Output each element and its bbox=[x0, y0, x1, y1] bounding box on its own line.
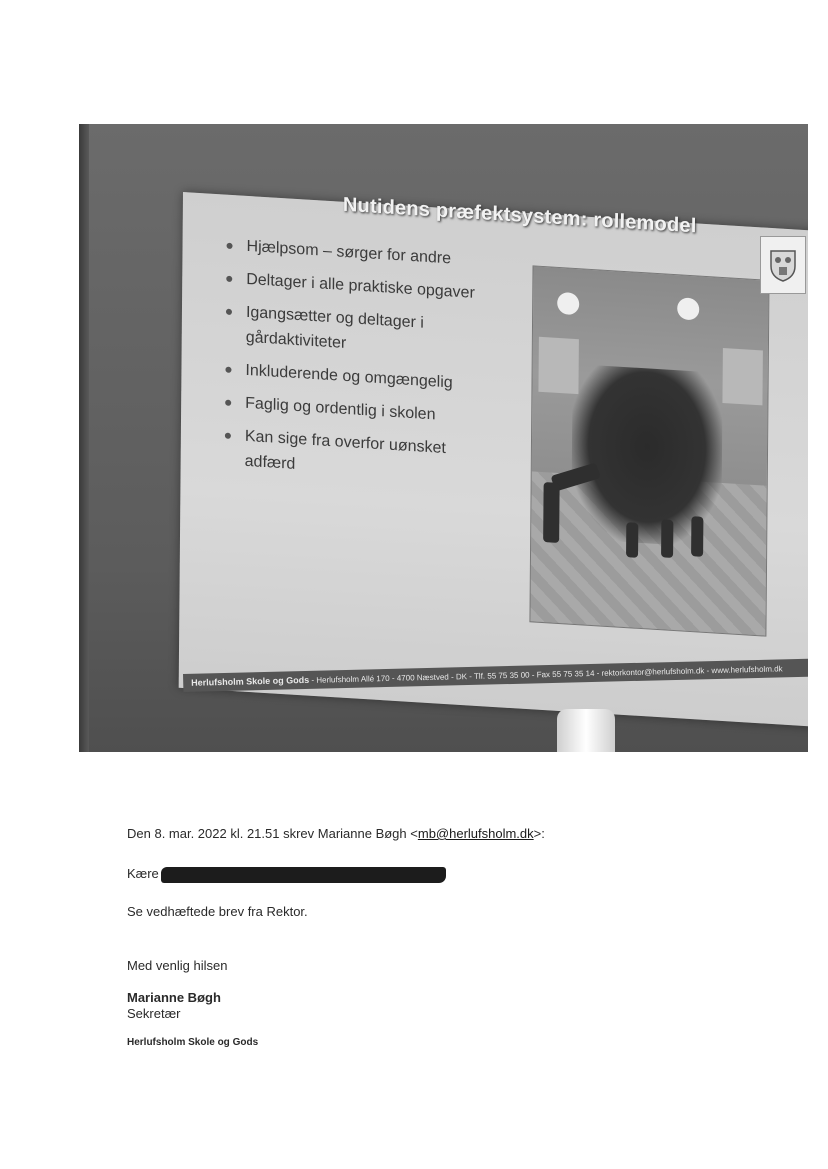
figure-leg bbox=[661, 519, 673, 558]
school-logo bbox=[760, 236, 806, 294]
presentation-slide bbox=[179, 192, 808, 727]
slide-bullet: Inkluderende og omgængelig bbox=[223, 356, 483, 397]
slide-photo bbox=[79, 124, 808, 752]
window bbox=[722, 348, 762, 405]
slide-bullet: Igangsætter og deltager i gårdaktiviteter bbox=[224, 299, 484, 365]
slide-bullet: Deltager i alle praktiske opgaver bbox=[224, 266, 484, 307]
ceiling-lamp bbox=[677, 297, 699, 320]
slide-bullet: Hjælpsom – sørger for andre bbox=[224, 233, 484, 274]
figure-leg bbox=[626, 522, 638, 558]
figure-leg bbox=[691, 516, 703, 557]
signature-name: Marianne Bøgh bbox=[127, 990, 221, 1005]
bullet-icon bbox=[225, 433, 231, 439]
email-reply-header: Den 8. mar. 2022 kl. 21.51 skrev Marianne Bøgh <mb@herlufsholm.dk>: bbox=[127, 826, 545, 841]
bullet-icon bbox=[227, 243, 233, 249]
slide-title: Nutidens præfektsystem: rollemodel bbox=[342, 193, 697, 238]
slide-bullet-list bbox=[223, 233, 485, 497]
bullet-icon bbox=[226, 309, 232, 315]
sender-email-link[interactable]: mb@herlufsholm.dk bbox=[417, 826, 534, 841]
bullet-icon bbox=[225, 367, 231, 373]
crest-icon bbox=[768, 248, 798, 282]
email-closing: Med venlig hilsen bbox=[127, 958, 228, 973]
email-message: Se vedhæftede brev fra Rektor. bbox=[127, 904, 308, 919]
slide-bullet: Kan sige fra overfor uønsket adfærd bbox=[223, 422, 483, 488]
slide-footer: Herlufsholm Skole og Gods - Herlufsholm Allé 170 - 4700 Næstved - DK - Tlf. 55 75 35 00 - Fax 55 75 35 14 - rektorkontor@herlufsholm.dk - www.herlufsholm.dk bbox=[183, 658, 808, 692]
redaction-mark bbox=[161, 867, 446, 883]
bullet-icon bbox=[225, 400, 231, 406]
email-salutation: Kære bbox=[127, 866, 446, 883]
bottle-in-foreground bbox=[557, 709, 615, 752]
bullet-icon bbox=[226, 276, 232, 282]
slide-bullet: Faglig og ordentlig i skolen bbox=[223, 389, 483, 430]
signature-organization: Herlufsholm Skole og Gods bbox=[127, 1037, 259, 1048]
photo-edge bbox=[79, 124, 89, 752]
ceiling-lamp bbox=[557, 292, 579, 315]
figure-leg bbox=[543, 482, 560, 543]
slide-group-photo bbox=[529, 265, 769, 636]
signature-title: Sekretær bbox=[127, 1006, 181, 1021]
